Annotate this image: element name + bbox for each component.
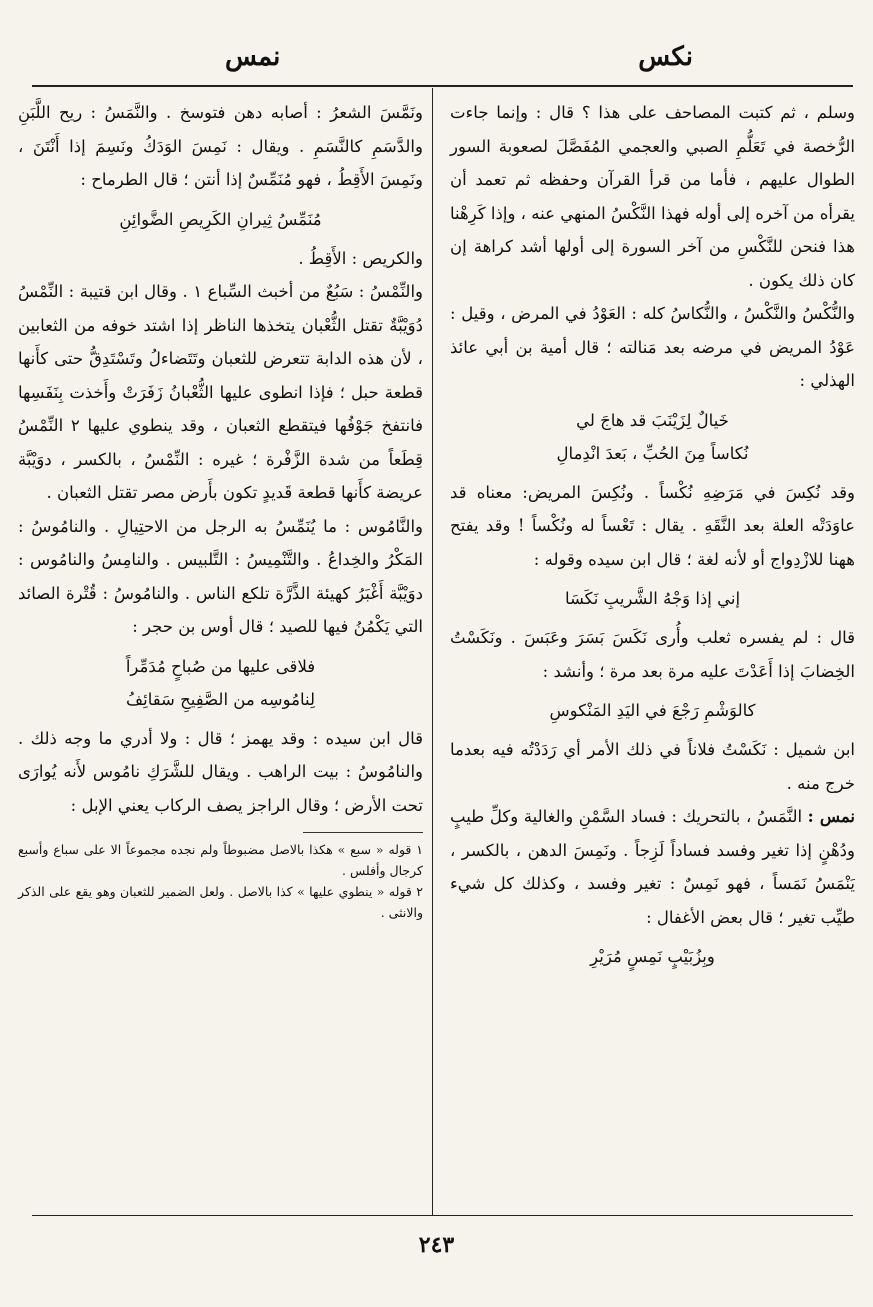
top-rule <box>32 85 853 87</box>
column-divider <box>432 88 433 1215</box>
left-paragraph: قال ابن سيده : وقد يهمز ؛ قال : ولا أدري ما وجه ذلك . والنامُوسُ : بيت الراهب . ويقال للشَّرَكِ نامُوس لأَنه يُوارَى تحت الأرض ؛ وقال الراجز يصف الركاب يعني الإبل : <box>18 728 423 815</box>
entry-nms: نمس : النَّمَسُ ، بالتحريك : فساد السَّمْنِ والغالية وكلِّ طيبٍ ودُهْنٍ إذا تغير وفسد فساداً لَزِجاً . ونَمِسَ الدهن ، بالكسر ، يَنْمَسُ نَمَساً ، فهو نَمِسٌ : تغير وفسد ، وكذلك كل شيء طيِّب تغير ؛ قال بعض الأغفال : <box>450 807 855 927</box>
header-entry-left: نمس <box>225 42 281 72</box>
page-number: ٢٤٣ <box>418 1232 455 1258</box>
right-paragraph: وسلم ، ثم كتبت المصاحف على هذا ؟ قال : وإنما جاءت الرُّخصة في تَعَلُّمِ الصبي والعجمي المُفَصَّلَ لصعوبة السور الطوال عليهم ، فأما من قرأ القرآن وحفظه ثم تعمد أن يقرأه من آخره إلى أوله فهذا النَّكْسُ المنهي عنه ، وإذا كَرِهْنا هذا فنحن للنَّكْسِ من آخر السورة إلى أولها أشد كراهة إن كان ذلك يكون . <box>450 103 855 290</box>
right-paragraph: والنُّكْسُ والنَّكْسُ ، والنُّكاسُ كله : العَوْدُ في المرض ، وقيل : عَوْدُ المريض في مرضه بعد مَنالته ؛ قال أمية بن أبي عائذ الهذلي : <box>450 304 855 390</box>
left-paragraph: والنَّامُوس : ما يُنَمِّسُ به الرجل من الاحتِيالِ . والنامُوسُ : المَكْرُ والخِداعُ . والتَّنْمِيسُ : التَّلبيس . والنامِسُ والنامُوس : دوَيْبَّة أَغْبَرُ كهيئة الذَّرَّة تلكع الناس . والنامُوسُ : قُتْرة الصائد التي يَكْمُنُ فيها للصيد ؛ قال أوس بن حجر : <box>18 516 423 636</box>
left-paragraph: ونَمَّسَ الشعرُ : أصابه دهن فتوسخ . والنَّمَسُ : ريح اللَّبَنِ والدَّسَمِ كالنَّسَمِ . ويقال : نَمِسَ الوَدَكُ ونَسِمَ إذا أَنْتَنَ ، ونَمِسَ الأَقِطُ ، فهو مُنَمِّسٌ إذا أنتن ؛ قال الطرماح : <box>18 103 423 189</box>
left-column <box>18 96 423 923</box>
verse-line: فلاقى عليها من صُباحٍ مُدَمِّراً لِنامُوسِه من الصَّفِيحِ سَقائِفُ <box>125 656 316 709</box>
left-paragraph: والكريص : الأَقِطُ . <box>298 248 423 268</box>
verse-line: وبِزُبَيْبٍ نَمِسٍ مُرَيْرِ <box>590 947 715 966</box>
left-paragraph: والنِّمْسُ : سَبُعٌ من أخبث السِّباع ١ . وقال ابن قتيبة : النِّمْسُ دُوَيْبَّةٌ تقتل الثُّعْبان يتخذها الناظر إذا اشتد خوفه من الثعابين ، لأن هذه الدابة تتعرض للثعبان وتَتَضاءلُ وتَسْتَدِقُّ حتى كأَنها قطعة حبل ؛ فإذا انطوى عليها الثُّعْبانُ زَفَرَتْ وأَخذت بِنَفَسِها فانتفخ جَوْفُها فيتقطع الثعبان ، وقد ينطوي عليها ٢ النِّمْسُ قِطَعاً من شدة الزَّفْرة ؛ غيره : النِّمْسُ ، بالكسر ، دوَيْبَّة عريضة كأَنها قطعة قَديدٍ تكون بأَرض مصر تقتل الثعبان . <box>18 282 424 502</box>
verse-line: مُنَمِّسُ ثِيرانِ الكَرِيصِ الضَّوائِنِ <box>119 209 322 229</box>
right-paragraph: قال : لم يفسره ثعلب وأُرى نَكَسَ بَسَرَ وعَبَسَ . ونَكَسْتُ الخِضابَ إذا أَعَدْتَ عليه مرة بعد مرة ؛ وأنشد : <box>450 628 855 681</box>
header-entry-right: نكس <box>638 42 693 72</box>
right-paragraph: وقد نُكِسَ في مَرَضِهِ نُكْساً . ونُكِسَ المريض: معناه قد عاوَدَتْه العلة بعد النَّقَهِ . يقال : تَعْساً له ونُكْساً ! وقد يفتح ههنا للازْدِواج أو لأنه لغة ؛ قال ابن سيده وقوله : <box>450 482 855 569</box>
bottom-rule <box>32 1215 853 1216</box>
footnote: ١ قوله « سبع » هكذا بالاصل مضبوطاً ولم نجده مجموعاً الا على سباع وأسبع كرجال وأفلس . <box>18 842 423 878</box>
footnote: ٢ قوله « ينطوي عليها » كذا بالاصل . ولعل الضمير للثعبان وهو يقع على الذكر والانثى . <box>18 884 423 920</box>
right-paragraph: ابن شميل : نَكَسْتُ فلاناً في ذلك الأمر أي رَدَدْتُه فيه بعدما خرج منه . <box>450 740 855 793</box>
verse-line: إني إذا وَجْهُ الشَّريبِ نَكَسَا <box>564 589 741 608</box>
right-column <box>450 96 855 979</box>
verse-line: كالوَشْمِ رَجْعَ في اليَدِ المَنْكوسِ <box>549 701 756 720</box>
verse-line: خَيالٌ لِزَيْنَبَ قد هاجَ لي نُكاساً مِنَ الحُبِّ ، بَعدَ انْدِمالِ <box>556 410 749 463</box>
footnote-rule <box>303 832 423 833</box>
entry-headword: نمس : <box>807 807 855 826</box>
